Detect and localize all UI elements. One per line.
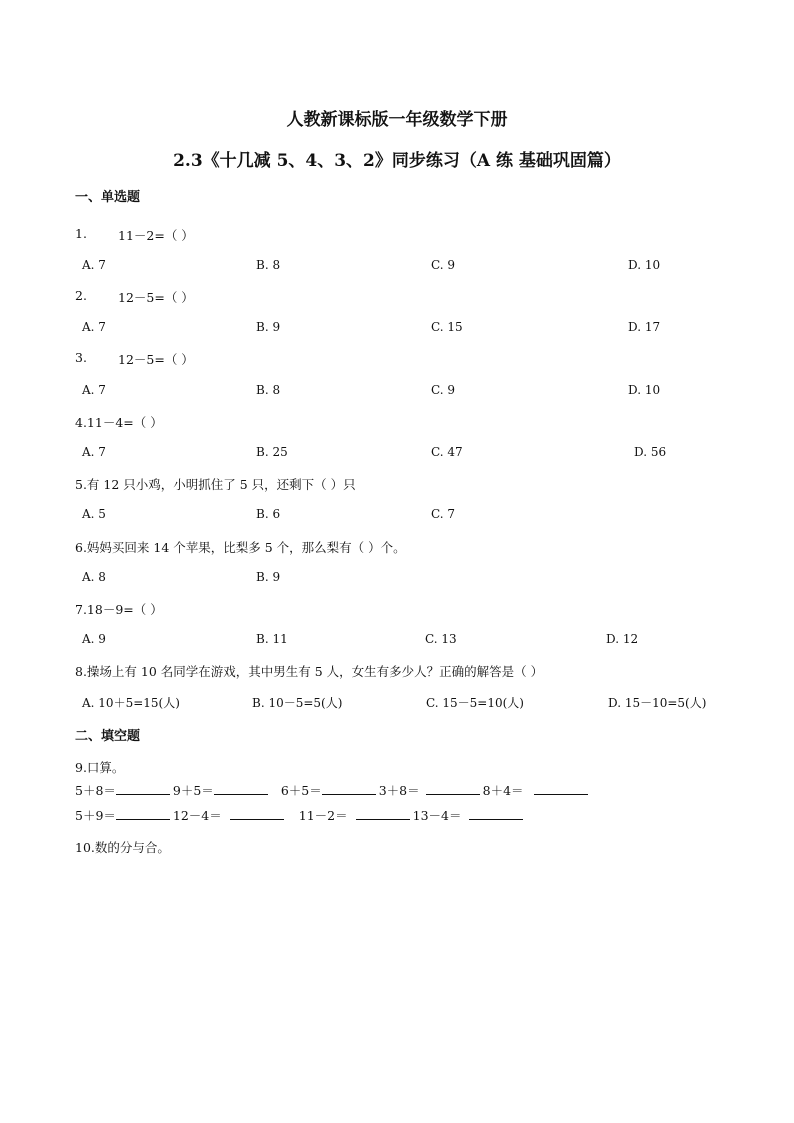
answer-blank[interactable] bbox=[534, 782, 588, 795]
question-2-option-a: A. 7 bbox=[82, 320, 106, 334]
calc-row-1 bbox=[75, 781, 591, 799]
calc-item bbox=[75, 781, 173, 799]
document-subtitle: 2.3《十几减 5、4、3、2》同步练习（A 练 基础巩固篇） bbox=[173, 151, 621, 171]
question-4-text: 4.11－4=（ ） bbox=[75, 415, 163, 430]
question-2-option-b: B. 9 bbox=[256, 320, 281, 334]
question-6-text: 6.妈妈买回来 14 个苹果，比梨多 5 个，那么梨有（ ）个。 bbox=[75, 540, 406, 555]
question-4-option-a: A. 7 bbox=[82, 445, 106, 459]
question-1-text: 11－2=（ ） bbox=[118, 228, 194, 243]
question-8-option-d: D. 15－10=5(人) bbox=[608, 696, 707, 710]
question-3-option-b: B. 8 bbox=[256, 383, 281, 397]
answer-blank[interactable] bbox=[116, 782, 170, 795]
section-heading-single-choice: 一、单选题 bbox=[75, 190, 141, 205]
calc-expression: 3＋8＝ bbox=[378, 783, 420, 798]
question-5-option-b: B. 6 bbox=[256, 507, 281, 521]
question-8-text: 8.操场上有 10 名同学在游戏，其中男生有 5 人，女生有多少人？正确的解答是（ ） bbox=[75, 664, 544, 679]
question-6-option-b: B. 9 bbox=[256, 570, 281, 584]
calc-item bbox=[483, 781, 591, 799]
question-1-option-b: B. 8 bbox=[256, 258, 281, 272]
calc-item bbox=[75, 806, 173, 824]
question-3-option-d: D. 10 bbox=[628, 383, 661, 397]
question-4-option-b: B. 25 bbox=[256, 445, 288, 459]
question-7-option-b: B. 11 bbox=[256, 632, 288, 646]
question-3-label: 3. bbox=[75, 350, 87, 365]
answer-blank[interactable] bbox=[214, 782, 268, 795]
calc-item bbox=[173, 781, 271, 799]
question-1-label: 1. bbox=[75, 226, 87, 241]
calc-expression: 5＋8＝ bbox=[75, 783, 116, 798]
question-5-option-c: C. 7 bbox=[431, 507, 456, 521]
question-1-option-a: A. 7 bbox=[82, 258, 106, 272]
calc-item bbox=[299, 806, 413, 824]
question-7-option-c: C. 13 bbox=[425, 632, 457, 646]
calc-expression: 6＋5＝ bbox=[280, 783, 322, 798]
question-2-option-d: D. 17 bbox=[628, 320, 661, 334]
answer-blank[interactable] bbox=[116, 807, 170, 820]
answer-blank[interactable] bbox=[230, 807, 284, 820]
answer-blank[interactable] bbox=[356, 807, 410, 820]
calc-expression: 11－2＝ bbox=[298, 808, 348, 823]
question-9-label: 9.口算。 bbox=[75, 760, 125, 775]
question-1-option-d: D. 10 bbox=[628, 258, 661, 272]
answer-blank[interactable] bbox=[426, 782, 480, 795]
question-2-label: 2. bbox=[75, 288, 87, 303]
calc-item bbox=[413, 806, 527, 824]
calc-row-2 bbox=[75, 806, 526, 824]
calc-item bbox=[281, 781, 379, 799]
calc-expression: 8＋4＝ bbox=[482, 783, 524, 798]
question-4-option-c: C. 47 bbox=[431, 445, 463, 459]
calc-expression: 13－4＝ bbox=[412, 808, 462, 823]
question-8-option-c: C. 15－5=10(人) bbox=[426, 696, 524, 710]
question-8-option-b: B. 10－5=5(人) bbox=[252, 696, 343, 710]
question-10-text: 10.数的分与合。 bbox=[75, 840, 170, 855]
document-title: 人教新课标版一年级数学下册 bbox=[286, 110, 508, 130]
question-8-option-a: A. 10＋5=15(人) bbox=[82, 696, 180, 710]
calc-expression: 9＋5＝ bbox=[172, 783, 214, 798]
question-3-option-a: A. 7 bbox=[82, 383, 106, 397]
question-7-text: 7.18－9=（ ） bbox=[75, 602, 163, 617]
calc-item bbox=[173, 806, 287, 824]
question-7-option-a: A. 9 bbox=[82, 632, 106, 646]
calc-expression: 5＋9＝ bbox=[75, 808, 116, 823]
calc-item bbox=[379, 781, 483, 799]
question-7-option-d: D. 12 bbox=[606, 632, 639, 646]
question-5-option-a: A. 5 bbox=[82, 507, 106, 521]
question-2-text: 12－5=（ ） bbox=[118, 290, 194, 305]
calc-expression: 12－4＝ bbox=[172, 808, 222, 823]
question-4-option-d: D. 56 bbox=[634, 445, 667, 459]
answer-blank[interactable] bbox=[322, 782, 376, 795]
question-1-option-c: C. 9 bbox=[431, 258, 456, 272]
question-3-option-c: C. 9 bbox=[431, 383, 456, 397]
question-6-option-a: A. 8 bbox=[82, 570, 106, 584]
question-3-text: 12－5=（ ） bbox=[118, 352, 194, 367]
question-2-option-c: C. 15 bbox=[431, 320, 463, 334]
answer-blank[interactable] bbox=[469, 807, 523, 820]
section-heading-fill-blank: 二、填空题 bbox=[75, 729, 141, 744]
question-5-text: 5.有 12 只小鸡，小明抓住了 5 只，还剩下（ ）只 bbox=[75, 477, 356, 492]
